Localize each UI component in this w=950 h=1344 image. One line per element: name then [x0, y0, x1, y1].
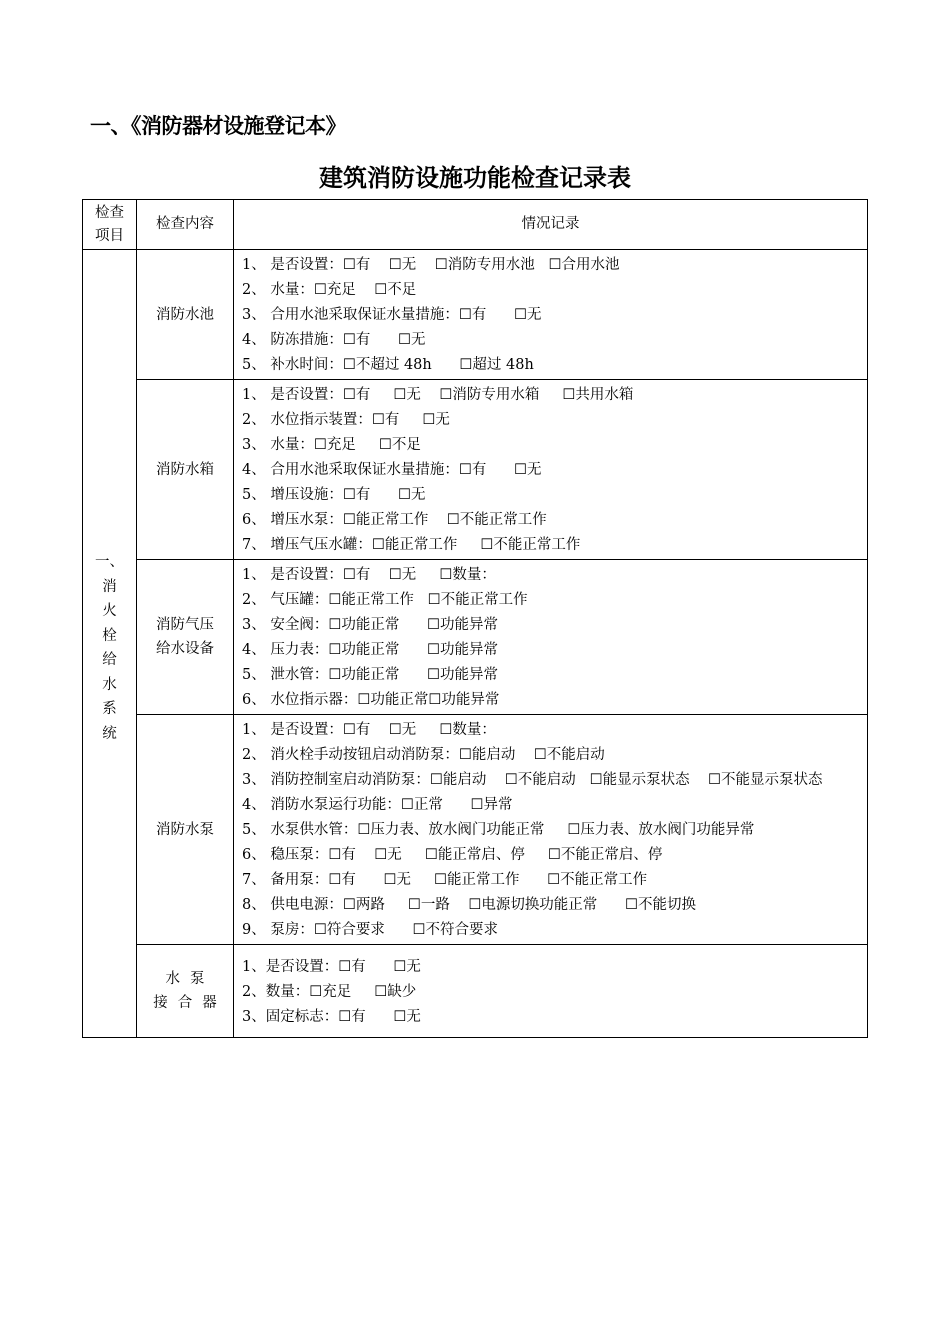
header-status-record: 情况记录	[234, 200, 868, 250]
checklist-line: 6、 增压水泵：☐能正常工作 ☐不能正常工作	[242, 512, 547, 528]
record-fire-pump	[234, 715, 868, 945]
checklist-line: 4、 消防水泵运行功能：☐正常 ☐异常	[242, 797, 513, 813]
checklist-line: 3、 安全阀：☐功能正常 ☐功能异常	[242, 617, 498, 633]
document-heading: 一、《消防器材设施登记本》	[90, 114, 346, 138]
header-inspection-item	[83, 200, 137, 250]
subitem-pressure-water-supply	[137, 560, 234, 715]
checklist-line: 1、 是否设置：☐有 ☐无 ☐消防专用水箱 ☐共用水箱	[242, 387, 634, 403]
checklist-line: 2、 气压罐：☐能正常工作 ☐不能正常工作	[242, 592, 528, 608]
subitem-fire-pump	[137, 715, 234, 945]
table-row	[83, 945, 868, 1038]
subitem-label: 消防水池	[156, 306, 214, 323]
inspection-record-table	[82, 199, 868, 1038]
checklist-line: 1、 是否设置：☐有 ☐无 ☐数量：	[242, 722, 496, 738]
checklist-line: 5、 泄水管：☐功能正常 ☐功能异常	[242, 667, 498, 683]
category-char: 水	[102, 676, 117, 693]
checklist-line: 2、 水量：☐充足 ☐不足	[242, 282, 417, 298]
table-header-row	[83, 200, 868, 250]
category-char: 给	[102, 652, 117, 668]
header-item-line2: 项目	[95, 227, 124, 244]
category-char: 消	[102, 578, 117, 595]
checklist-line: 7、 增压气压水罐：☐能正常工作 ☐不能正常工作	[242, 537, 581, 553]
table-row	[83, 380, 868, 560]
category-char: 系	[102, 701, 117, 717]
subitem-fire-pool	[137, 250, 234, 380]
subitem-label: 给水设备	[156, 641, 214, 657]
checklist-line: 4、 合用水池采取保证水量措施：☐有 ☐无	[242, 462, 542, 478]
record-fire-water-tank	[234, 380, 868, 560]
checklist-line: 6、 水位指示器：☐功能正常☐功能异常	[242, 692, 500, 708]
checklist-line: 8、 供电电源：☐两路 ☐一路 ☐电源切换功能正常 ☐不能切换	[242, 897, 696, 913]
header-item-line1: 检查	[95, 204, 124, 221]
record-fire-pool	[234, 250, 868, 380]
header-inspection-content: 检查内容	[137, 200, 234, 250]
checklist-line: 5、 水泵供水管：☐压力表、放水阀门功能正常 ☐压力表、放水阀门功能异常	[242, 822, 755, 838]
subitem-label: 消防水泵	[156, 821, 214, 838]
checklist-line: 4、 压力表：☐功能正常 ☐功能异常	[242, 642, 498, 658]
subitem-label: 消防气压	[156, 617, 214, 633]
checklist-line: 2、 水位指示装置：☐有 ☐无	[242, 412, 450, 428]
checklist-line: 1、 是否设置：☐有 ☐无 ☐数量：	[242, 567, 496, 583]
subitem-label: 水泵	[165, 971, 215, 987]
checklist-line: 4、 防冻措施：☐有 ☐无	[242, 332, 426, 348]
category-char: 火	[102, 603, 117, 619]
checklist-line: 3、 水量：☐充足 ☐不足	[242, 437, 421, 453]
category-char: 栓	[102, 627, 117, 644]
category-char: 一、	[95, 554, 124, 570]
checklist-line: 3、 消防控制室启动消防泵：☐能启动 ☐不能启动 ☐能显示泵状态 ☐不能显示泵状态	[242, 772, 823, 788]
record-pump-connector	[234, 945, 868, 1038]
subitem-label: 消防水箱	[156, 461, 214, 478]
subitem-label: 接合器	[153, 995, 227, 1011]
checklist-line: 5、 补水时间：☐不超过 48h ☐超过 48h	[242, 357, 534, 373]
checklist-line: 3、 合用水池采取保证水量措施：☐有 ☐无	[242, 307, 542, 323]
checklist-line: 7、 备用泵：☐有 ☐无 ☐能正常工作 ☐不能正常工作	[242, 872, 648, 888]
form-title: 建筑消防设施功能检查记录表	[319, 164, 631, 192]
checklist-line: 3、固定标志：☐有 ☐无	[242, 1009, 421, 1025]
checklist-line: 1、是否设置：☐有 ☐无	[242, 959, 421, 975]
checklist-line: 6、 稳压泵：☐有 ☐无 ☐能正常启、停 ☐不能正常启、停	[242, 847, 663, 863]
checklist-line: 2、数量：☐充足 ☐缺少	[242, 984, 417, 1000]
category-hydrant-water-system	[83, 250, 137, 1038]
table-row	[83, 560, 868, 715]
checklist-line: 9、 泵房：☐符合要求 ☐不符合要求	[242, 922, 498, 938]
record-pressure-water-supply	[234, 560, 868, 715]
checklist-line: 2、 消火栓手动按钮启动消防泵：☐能启动 ☐不能启动	[242, 747, 605, 763]
checklist-line: 1、 是否设置：☐有 ☐无 ☐消防专用水池 ☐合用水池	[242, 257, 620, 273]
subitem-fire-water-tank	[137, 380, 234, 560]
category-char: 统	[102, 725, 117, 742]
subitem-pump-connector	[137, 945, 234, 1038]
table-row	[83, 250, 868, 380]
checklist-line: 5、 增压设施：☐有 ☐无	[242, 487, 426, 503]
table-row	[83, 715, 868, 945]
